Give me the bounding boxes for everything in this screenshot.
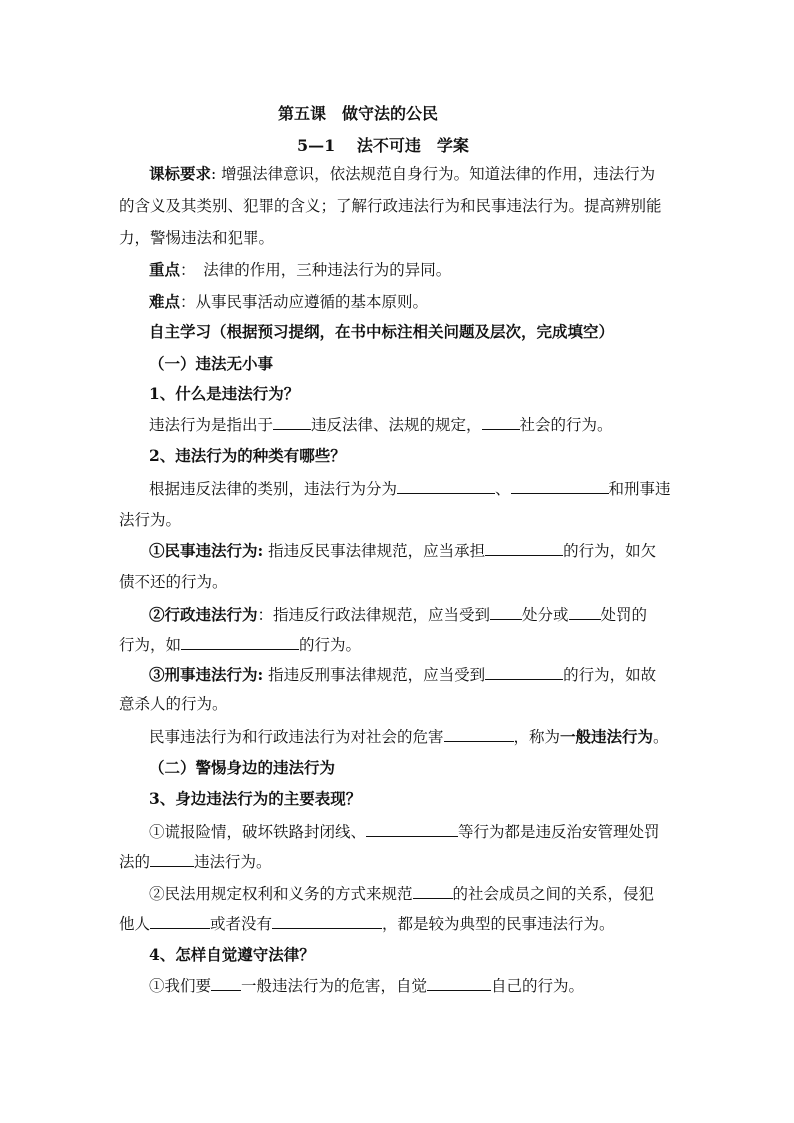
civil-line-1 <box>149 540 656 561</box>
key-text: 法律的作用，三种违法行为的异同。 <box>187 261 452 279</box>
q3-item-1-line-2 <box>119 851 272 872</box>
q4-1-text-b: 一般违法行为的危害，自觉 <box>241 977 428 995</box>
q2-text-c: 和刑事违 <box>608 480 671 498</box>
question-1: 1、什么是违法行为？ <box>149 384 300 403</box>
difficulty-line <box>149 292 428 312</box>
difficulty-text: ：从事民事活动应遵循的基本原则。 <box>180 293 429 311</box>
q3-item-2-line-2 <box>119 913 615 934</box>
key-label: 重点 <box>149 260 181 279</box>
requirements-label: 课标要求 <box>149 164 212 183</box>
blank-field[interactable] <box>444 726 514 742</box>
key-colon: ： <box>180 261 188 279</box>
requirements-line-1 <box>149 164 655 184</box>
civil-text-a: 指违反民事法律规范，应当承担 <box>263 542 486 560</box>
q3-1-text-a: ①谎报险情，破坏铁路封闭线、 <box>149 823 367 841</box>
blank-field[interactable] <box>427 975 491 991</box>
section-2-heading: （二）警惕身边的违法行为 <box>149 758 336 777</box>
q3-1-text-c: 法的 <box>119 853 151 871</box>
q2-answer-line-2: 法行为。 <box>119 511 182 529</box>
question-4: 4、怎样自觉遵守法律？ <box>149 945 315 964</box>
requirements-line-2: 的含义及其类别、犯罪的含义；了解行政违法行为和民事违法行为。提高辨别能 <box>119 197 662 215</box>
criminal-line-1 <box>149 664 656 685</box>
q1-text-c: 社会的行为。 <box>519 416 613 434</box>
q4-1-text-a: ①我们要 <box>149 977 212 995</box>
admin-line-1 <box>149 604 647 625</box>
q1-text-a: 违法行为是指出于 <box>149 416 274 434</box>
blank-field[interactable] <box>366 821 458 837</box>
criminal-text-b: 的行为，如故 <box>563 666 657 684</box>
difficulty-label: 难点 <box>149 292 181 311</box>
admin-label: ②行政违法行为 <box>149 605 258 624</box>
q3-2-text-d: 或者没有 <box>210 915 273 933</box>
q3-2-text-e: ，都是较为典型的民事违法行为。 <box>382 915 615 933</box>
q2-text-a: 根据违反法律的类别，违法行为分为 <box>149 480 398 498</box>
general-text-d: 。 <box>653 728 669 746</box>
blank-field[interactable] <box>511 478 609 494</box>
lesson-title: 第五课 做守法的公民 <box>278 104 439 123</box>
blank-field[interactable] <box>482 414 520 430</box>
q2-answer-line-1 <box>149 478 671 499</box>
admin-text-d: 行为，如 <box>119 636 182 654</box>
q3-2-text-a: ②民法用规定权利和义务的方式来规范 <box>149 885 413 903</box>
admin-text-e: 的行为。 <box>299 636 362 654</box>
blank-field[interactable] <box>485 540 563 556</box>
civil-label: ①民事违法行为: <box>149 541 264 560</box>
q3-1-text-d: 违法行为。 <box>194 853 272 871</box>
requirements-text-1: 增强法律意识，依法规范自身行为。知道法律的作用，违法行为 <box>216 165 656 183</box>
admin-text-b: 处分或 <box>522 606 569 624</box>
q1-text-b: 违反法律、法规的规定， <box>311 416 482 434</box>
q3-1-text-b: 等行为都是违反治安管理处罚 <box>458 823 660 841</box>
requirements-colon: : <box>211 165 217 183</box>
q1-answer-line <box>149 414 613 435</box>
q2-text-b: 、 <box>495 480 511 498</box>
blank-field[interactable] <box>490 604 522 620</box>
criminal-label: ③刑事违法行为: <box>149 665 264 684</box>
civil-line-2: 债不还的行为。 <box>119 573 228 591</box>
blank-field[interactable] <box>181 634 299 650</box>
general-violation-line <box>149 726 669 747</box>
q3-item-2-line-1 <box>149 883 654 904</box>
blank-field[interactable] <box>397 478 495 494</box>
blank-field[interactable] <box>211 975 241 991</box>
blank-field[interactable] <box>569 604 601 620</box>
q4-1-text-c: 自己的行为。 <box>491 977 585 995</box>
q4-item-1-line <box>149 975 584 996</box>
general-text-b: ，称为 <box>513 728 561 746</box>
blank-field[interactable] <box>272 913 382 929</box>
section-1-heading: （一）违法无小事 <box>149 354 274 373</box>
blank-field[interactable] <box>485 664 563 680</box>
blank-field[interactable] <box>273 414 311 430</box>
admin-text-a: ：指违反行政法律规范，应当受到 <box>257 606 491 624</box>
blank-field[interactable] <box>413 883 453 899</box>
question-3: 3、身边违法行为的主要表现？ <box>149 789 362 808</box>
criminal-text-a: 指违反刑事法律规范，应当受到 <box>263 666 486 684</box>
key-points-line <box>149 260 451 280</box>
q3-item-1-line-1 <box>149 821 660 842</box>
self-study-heading: 自主学习（根据预习提纲，在书中标注相关问题及层次，完成填空） <box>149 322 615 341</box>
admin-line-2 <box>119 634 361 655</box>
general-text-a: 民事违法行为和行政违法行为对社会的危害 <box>149 728 444 746</box>
q3-2-text-b: 的社会成员之间的关系，侵犯 <box>452 885 655 903</box>
requirements-line-3: 力，警惕违法和犯罪。 <box>119 229 275 247</box>
blank-field[interactable] <box>150 851 194 867</box>
general-term: 一般违法行为 <box>560 727 654 746</box>
q3-2-text-c: 他人 <box>119 915 151 933</box>
lesson-subtitle: 5—1 法不可违 学案 <box>297 136 469 155</box>
criminal-line-2: 意杀人的行为。 <box>119 695 228 713</box>
blank-field[interactable] <box>150 913 210 929</box>
question-2: 2、违法行为的种类有哪些？ <box>149 446 346 465</box>
admin-text-c: 处罚的 <box>600 606 648 624</box>
civil-text-b: 的行为，如欠 <box>563 542 657 560</box>
